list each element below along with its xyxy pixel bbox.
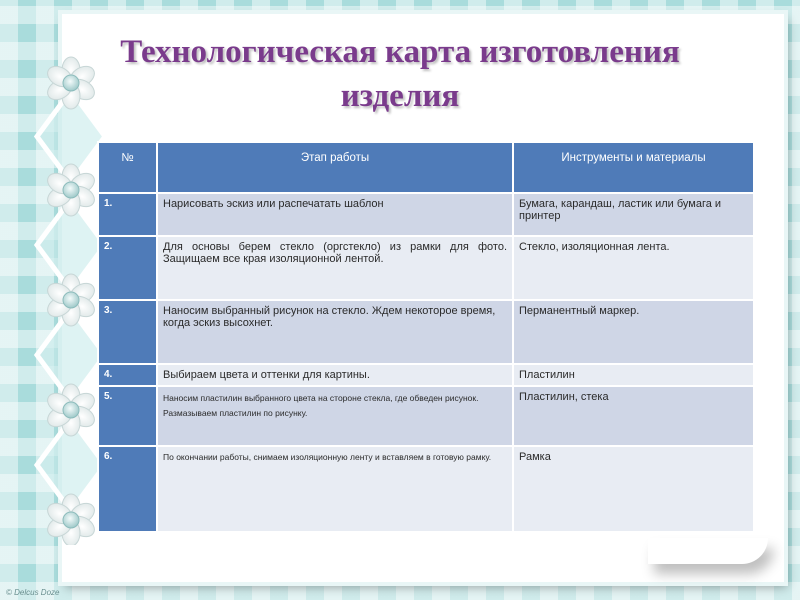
table-row (98, 193, 754, 236)
table-row (98, 236, 754, 300)
table-row (98, 364, 754, 386)
watermark: © Delcus Doze (6, 588, 60, 597)
row-number: 4. (98, 364, 157, 386)
row-tools: Стекло, изоляционная лента. (513, 236, 754, 300)
row-number: 1. (98, 193, 157, 236)
row-tools: Пластилин, стека (513, 386, 754, 446)
header-number: № (98, 142, 157, 193)
row-number: 6. (98, 446, 157, 532)
row-number: 3. (98, 300, 157, 364)
row-step: Для основы берем стекло (оргстекло) из рамки для фото. Защищаем все края изоляционной лентой. (157, 236, 513, 300)
row-step: По окончании работы, снимаем изоляционную ленту и вставляем в готовую рамку. (157, 446, 513, 532)
row-step: Выбираем цвета и оттенки для картины. (157, 364, 513, 386)
flower-icon (44, 274, 98, 326)
table-row (98, 386, 754, 446)
header-tools: Инструменты и материалы (513, 142, 754, 193)
row-step: Наносим пластилин выбранного цвета на стороне стекла, где обведен рисунок. Размазываем пластилин по рисунку. (157, 386, 513, 446)
tech-card-table (97, 141, 755, 533)
flower-icon (44, 384, 98, 436)
title-line-2: изделия (340, 78, 460, 114)
flower-icon (44, 164, 98, 216)
table-row (98, 300, 754, 364)
row-step: Наносим выбранный рисунок на стекло. Ждем некоторое время, когда эскиз высохнет. (157, 300, 513, 364)
row-tools: Пластилин (513, 364, 754, 386)
table-header-row (98, 142, 754, 193)
flower-icon (44, 494, 98, 545)
row-tools: Рамка (513, 446, 754, 532)
page-title (80, 30, 720, 118)
page-curl-shadow (648, 538, 768, 564)
row-tools: Перманентный маркер. (513, 300, 754, 364)
row-step: Нарисовать эскиз или распечатать шаблон (157, 193, 513, 236)
header-step: Этап работы (157, 142, 513, 193)
row-number: 2. (98, 236, 157, 300)
row-number: 5. (98, 386, 157, 446)
title-line-1: Технологическая карта изготовления (120, 34, 680, 70)
table-row (98, 446, 754, 532)
row-tools: Бумага, карандаш, ластик или бумага и принтер (513, 193, 754, 236)
